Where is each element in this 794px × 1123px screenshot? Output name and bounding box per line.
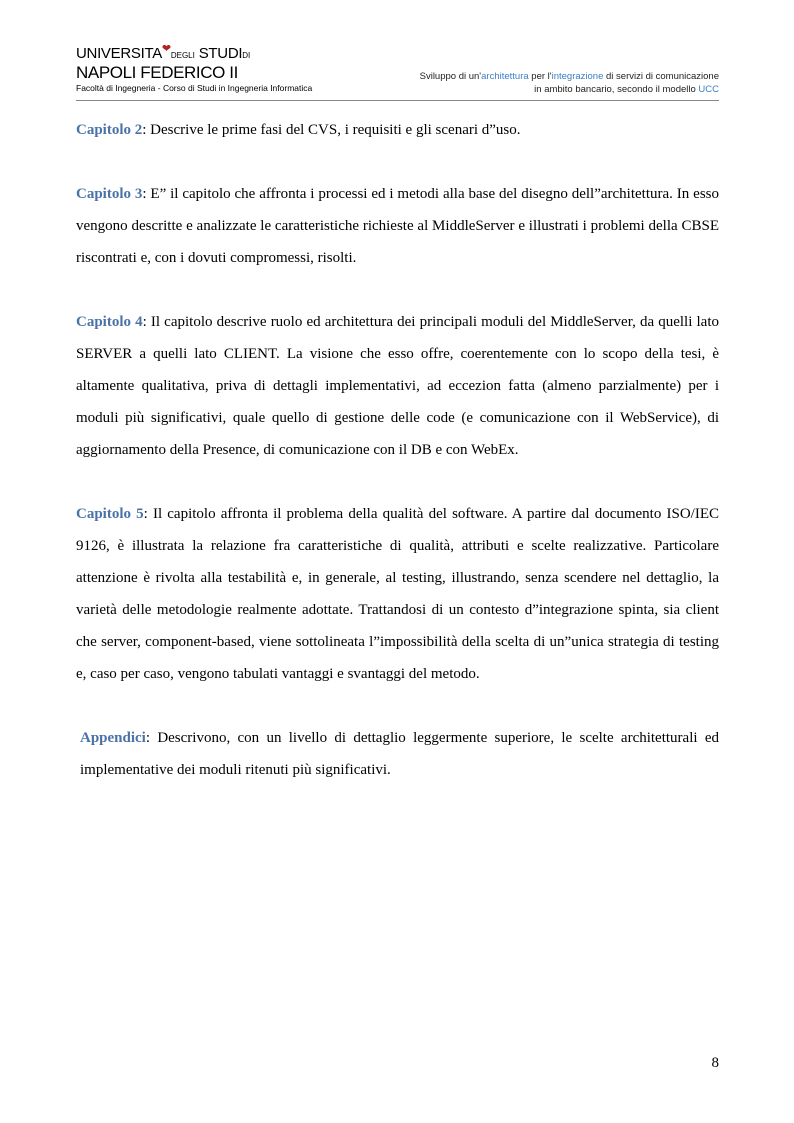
apostrophe-mark-icon: ❤ (161, 43, 171, 55)
paragraph-chapter-5: Capitolo 5: Il capitolo affronta il problema della qualità del software. A partire dal documento ISO/IEC 9126, è illustrata la relazione fra caratteristiche di qualità, attributi e scelte realizzative. Particolare attenzione è rivolta alla testabilità e, in generale, al testing, illustrando, senza scendere nel dettaglio, la varietà delle metodologie realmente adottate. Trattandosi di un contesto d”integrazione spinta, sia client che server, component-based, viene sottolineata l”impossibilità della scelta di un”unica strategia di testing e, caso per caso, vengono tabulati vantaggi e svantaggi del metodo. (76, 506, 719, 682)
document-title: Sviluppo di un'architettura per l'integrazione di servizi di comunicazione in ambito bancario, secondo il modello UCC (419, 71, 719, 95)
chapter-label: Capitolo 5 (76, 506, 144, 522)
chapter-label: Capitolo 2 (76, 122, 143, 138)
page-number: 8 (711, 1055, 719, 1071)
logo-line-2: NAPOLI FEDERICO II (76, 63, 238, 82)
university-logo (76, 43, 336, 94)
page-header (76, 43, 719, 102)
faculty-name: Facoltà di Ingegneria - Corso di Studi in Ingegneria Informatica (76, 83, 313, 93)
chapter-label: Capitolo 4 (76, 314, 143, 330)
paragraph-chapter-2: Capitolo 2: Descrive le prime fasi del CVS, i requisiti e gli scenari d”uso. (76, 122, 521, 138)
header-divider (76, 100, 719, 101)
chapter-label: Capitolo 3 (76, 186, 143, 202)
logo-line-1: UNIVERSITA❤DEGLI STUDIDI (76, 43, 251, 62)
paragraph-chapter-3: Capitolo 3: E” il capitolo che affronta i processi ed i metodi alla base del disegno dell”architettura. In esso vengono descritte e analizzate le caratteristiche richieste al MiddleServer e illustrati i problemi della CBSE riscontrati e, con i dovuti compromessi, risolti. (76, 186, 719, 266)
document-body (76, 114, 719, 818)
paragraph-appendices: Appendici: Descrivono, con un livello di dettaglio leggermente superiore, le scelte architetturali ed implementative dei moduli ritenuti più significativi. (80, 730, 719, 778)
paragraph-chapter-4: Capitolo 4: Il capitolo descrive ruolo ed architettura dei principali moduli del MiddleServer, da quelli lato SERVER a quelli lato CLIENT. La visione che esso offre, coerentemente con lo scopo della tesi, è altamente qualitativa, priva di dettagli implementativi, ad eccezion fatta (almeno parzialmente) per i moduli più significativi, quale quello di gestione delle code (e comunicazione con il WebService), di aggiornamento della Presence, di comunicazione con il DB e con WebEx. (76, 314, 719, 458)
chapter-label: Appendici (80, 730, 146, 746)
